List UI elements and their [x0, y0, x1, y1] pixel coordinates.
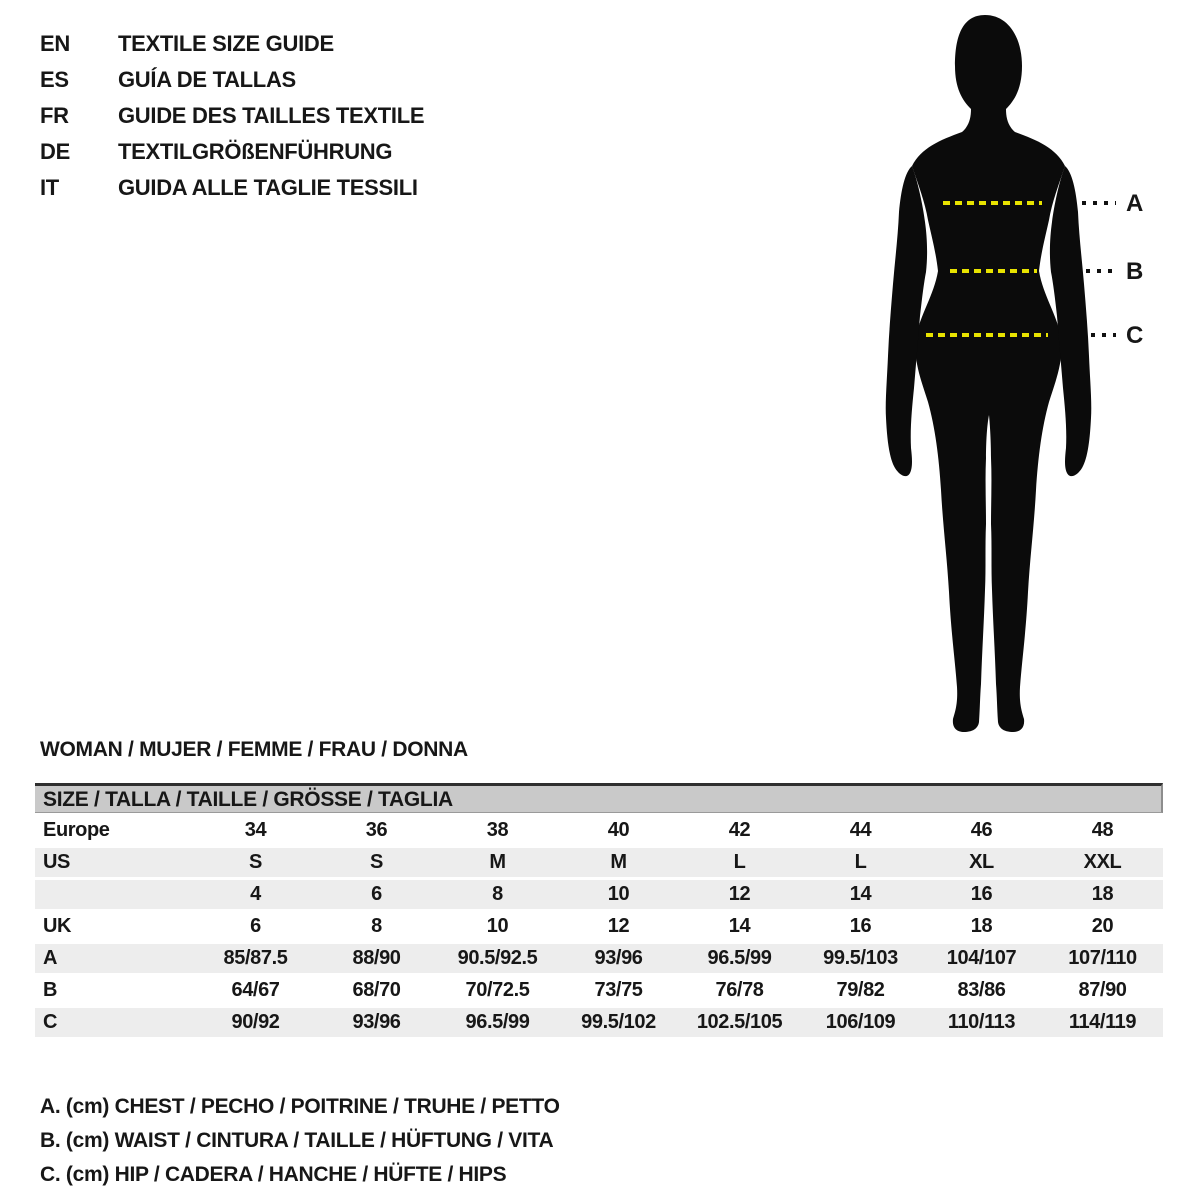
size-cell: 90/92 [231, 1011, 280, 1033]
size-cell: 114/119 [1068, 1011, 1137, 1033]
size-row-uk [35, 912, 1163, 941]
size-cell: L [733, 851, 746, 873]
guide-title: TEXTILE SIZE GUIDE [118, 31, 334, 56]
size-cell: 107/110 [1068, 947, 1137, 969]
guide-title: GUIDA ALLE TAGLIE TESSILI [118, 175, 418, 200]
language-title-list [40, 26, 424, 206]
size-cell: 8 [371, 915, 382, 937]
size-cell: 102.5/105 [696, 1011, 783, 1033]
measurement-legend [40, 1090, 560, 1192]
size-cell: 85/87.5 [223, 947, 288, 969]
guide-title: GUIDE DES TAILLES TEXTILE [118, 103, 425, 128]
size-cell: S [370, 851, 383, 873]
size-cell: 96.5/99 [707, 947, 772, 969]
language-code: ES [40, 67, 69, 92]
language-row [40, 98, 424, 134]
size-cell: 38 [486, 819, 509, 841]
legend-waist: B. (cm) WAIST / CINTURA / TAILLE / HÜFTUNG / VITA [40, 1129, 554, 1152]
size-cell: 14 [728, 915, 751, 937]
size-cell: 76/78 [715, 979, 764, 1001]
legend-chest: A. (cm) CHEST / PECHO / POITRINE / TRUHE / PETTO [40, 1095, 560, 1118]
size-cell: 64/67 [231, 979, 280, 1001]
size-cell: 20 [1091, 915, 1114, 937]
size-table-header: SIZE / TALLA / TAILLE / GRÖSSE / TAGLIA [35, 783, 1163, 813]
size-cell: 99.5/103 [823, 947, 898, 969]
size-cell: 6 [250, 915, 261, 937]
row-label: Europe [43, 819, 110, 841]
size-cell: XL [969, 851, 994, 873]
size-cell: 34 [244, 819, 267, 841]
guide-title: TEXTILGRÖßENFÜHRUNG [118, 139, 393, 164]
size-cell: 96.5/99 [465, 1011, 530, 1033]
size-cell: 36 [365, 819, 388, 841]
size-cell: 83/86 [957, 979, 1006, 1001]
language-code: DE [40, 139, 70, 164]
size-cell: 12 [728, 883, 751, 905]
gender-title: WOMAN / MUJER / FEMME / FRAU / DONNA [40, 738, 468, 761]
size-cell: 99.5/102 [581, 1011, 656, 1033]
size-cell: 44 [849, 819, 872, 841]
size-cell: 10 [486, 915, 509, 937]
size-cell: L [854, 851, 867, 873]
language-row [40, 170, 424, 206]
row-label: B [43, 979, 58, 1001]
size-cell: 16 [849, 915, 872, 937]
language-code: EN [40, 31, 70, 56]
size-cell: 90.5/92.5 [457, 947, 538, 969]
size-cell: 42 [728, 819, 751, 841]
silhouette-svg [870, 12, 1170, 737]
size-cell: 104/107 [946, 947, 1017, 969]
language-code: IT [40, 175, 59, 200]
size-cell: S [249, 851, 262, 873]
size-cell: 16 [970, 883, 993, 905]
guide-title: GUÍA DE TALLAS [118, 67, 296, 92]
row-label: A [43, 947, 58, 969]
size-cell: 8 [492, 883, 503, 905]
size-cell: 4 [250, 883, 261, 905]
woman-silhouette-figure [870, 12, 1170, 737]
size-cell: 40 [607, 819, 630, 841]
size-cell: M [610, 851, 627, 873]
language-row [40, 62, 424, 98]
size-cell: 12 [607, 915, 630, 937]
size-cell: 87/90 [1078, 979, 1127, 1001]
size-row-us-numeric [35, 880, 1163, 909]
size-row-europe [35, 816, 1163, 845]
size-cell: 48 [1091, 819, 1114, 841]
size-cell: XXL [1083, 851, 1122, 873]
size-cell: 88/90 [352, 947, 401, 969]
size-cell: 46 [970, 819, 993, 841]
size-cell: 93/96 [352, 1011, 401, 1033]
chest-marker-label: A [1126, 190, 1144, 217]
size-cell: M [489, 851, 506, 873]
size-table [35, 783, 1163, 1037]
row-label: UK [43, 915, 72, 937]
size-cell: 10 [607, 883, 630, 905]
size-cell: 70/72.5 [465, 979, 530, 1001]
row-label [35, 880, 195, 909]
language-row [40, 26, 424, 62]
language-code: FR [40, 103, 69, 128]
size-cell: 68/70 [352, 979, 401, 1001]
woman-silhouette [912, 15, 1065, 732]
hip-marker-label: C [1126, 322, 1144, 349]
size-cell: 18 [970, 915, 993, 937]
size-cell: 79/82 [836, 979, 885, 1001]
row-label: C [43, 1011, 58, 1033]
size-row-chest [35, 944, 1163, 973]
size-cell: 73/75 [594, 979, 643, 1001]
size-row-hip [35, 1008, 1163, 1037]
size-cell: 106/109 [825, 1011, 896, 1033]
size-cell: 110/113 [947, 1011, 1016, 1033]
legend-hip: C. (cm) HIP / CADERA / HANCHE / HÜFTE / HIPS [40, 1163, 507, 1186]
size-cell: 93/96 [594, 947, 643, 969]
row-label: US [43, 851, 70, 873]
language-row [40, 134, 424, 170]
size-cell: 14 [849, 883, 872, 905]
waist-marker-label: B [1126, 258, 1144, 285]
size-row-waist [35, 976, 1163, 1005]
size-row-us [35, 848, 1163, 877]
size-cell: 18 [1091, 883, 1114, 905]
size-cell: 6 [371, 883, 382, 905]
